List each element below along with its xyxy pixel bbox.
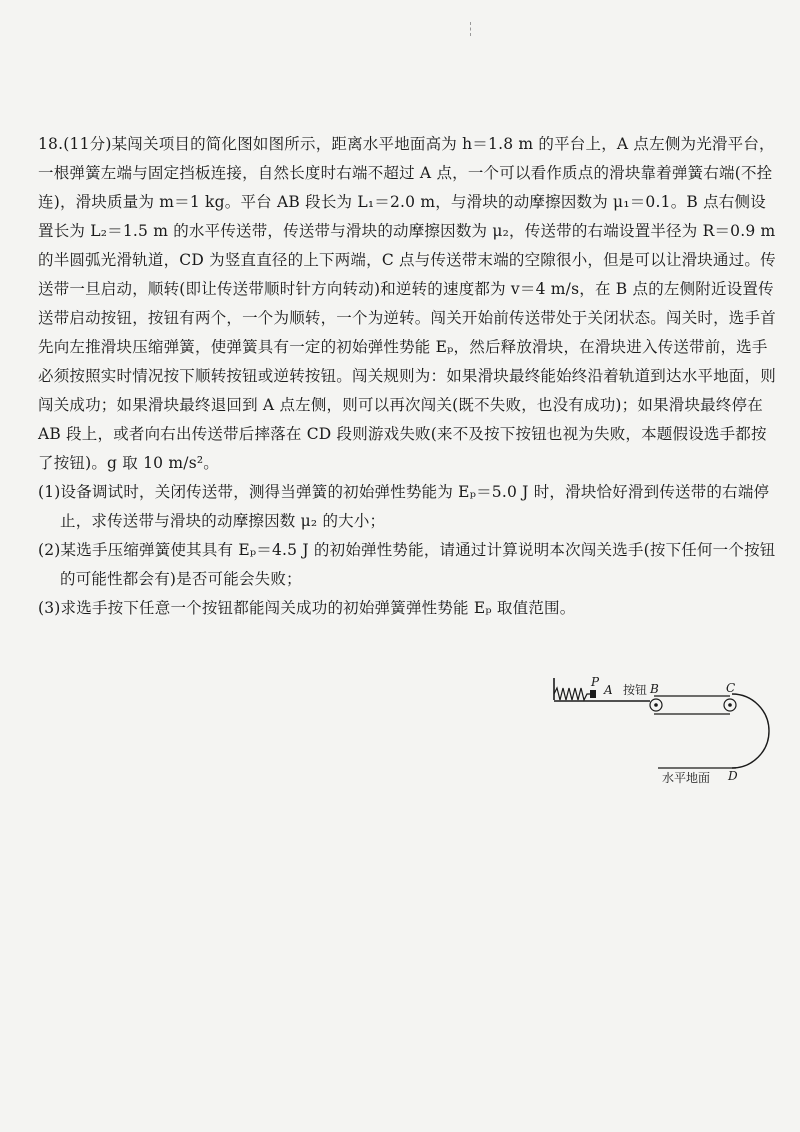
problem-score: (11分) bbox=[63, 135, 112, 153]
problem-stem-text: 某闯关项目的简化图如图所示，距离水平地面高为 h＝1.8 m 的平台上，A 点左侧为光滑平台，一根弹簧左端与固定挡板连接，自然长度时右端不超过 A 点，一个可以看作质点的滑块靠着弹簧右端(不拴连)，滑块质量为 m＝1 kg。平台 AB 段长为 L₁＝2.0 m，与滑块的动摩擦因数为 μ₁＝0.1。B 点右侧设置长为 L₂＝1.5 m 的水平传送带，传送带与滑块的动摩擦因数为 μ₂，传送带的右端设置半径为 R＝0.9 m 的半圆弧光滑轨道，CD 为竖直直径的上下两端，C 点与传送带末端的空隙很小，但是可以让滑块通过。传送带一旦启动，顺转(即让传送带顺时针方向转动)和逆转的速度都为 v＝4 m/s，在 B 点的左侧附近设置传送带启动按钮，按钮有两个，一个为顺转，一个为逆转。闯关开始前传送带处于关闭状态。闯关时，选手首先向左推滑块压缩弹簧，使弹簧具有一定的初始弹性势能 Eₚ，然后释放滑块，在滑块进入传送带前，选手必须按照实时情况按下顺转按钮或逆转按钮。闯关规则为：如果滑块最终能始终沿着轨道到达水平地面，则闯关成功；如果滑块最终退回到 A 点左侧，则可以再次闯关(既不失败，也没有成功)；如果滑块最终停在 AB 段上，或者向右出传送带后摔落在 CD 段则游戏失败(来不及按下按钮也视为失败，本题假设选手都按了按钮)。g 取 10 m/s²。 bbox=[38, 135, 776, 472]
label-B: B bbox=[650, 682, 659, 696]
problem-number: 18. bbox=[38, 135, 64, 153]
page-fold-mark bbox=[470, 22, 472, 36]
sub-questions bbox=[38, 478, 778, 623]
left-pulley-axle bbox=[654, 703, 658, 707]
question-3: (3)求选手按下任意一个按钮都能闯关成功的初始弹簧弹性势能 Eₚ 取值范围。 bbox=[38, 599, 576, 617]
spring bbox=[554, 688, 590, 700]
slider-block bbox=[590, 690, 596, 698]
semicircle-track bbox=[732, 694, 769, 768]
question-2: (2)某选手压缩弹簧使其具有 Eₚ＝4.5 J 的初始弹性势能，请通过计算说明本次闯关选手(按下任何一个按钮的可能性都会有)是否可能会失败； bbox=[38, 541, 776, 588]
label-D: D bbox=[728, 769, 738, 783]
track-diagram bbox=[546, 672, 776, 792]
label-ground: 水平地面 bbox=[662, 771, 711, 785]
question-1: (1)设备调试时，关闭传送带，测得当弹簧的初始弹性势能为 Eₚ＝5.0 J 时，滑块恰好滑到传送带的右端停止，求传送带与滑块的动摩擦因数 μ₂ 的大小； bbox=[38, 483, 770, 530]
problem-18 bbox=[38, 130, 778, 623]
label-button: 按钮 bbox=[623, 683, 648, 697]
problem-stem bbox=[38, 130, 778, 478]
label-A: A bbox=[604, 683, 613, 697]
right-pulley-axle bbox=[728, 703, 732, 707]
label-C: C bbox=[726, 681, 736, 695]
label-P: P bbox=[591, 675, 600, 689]
